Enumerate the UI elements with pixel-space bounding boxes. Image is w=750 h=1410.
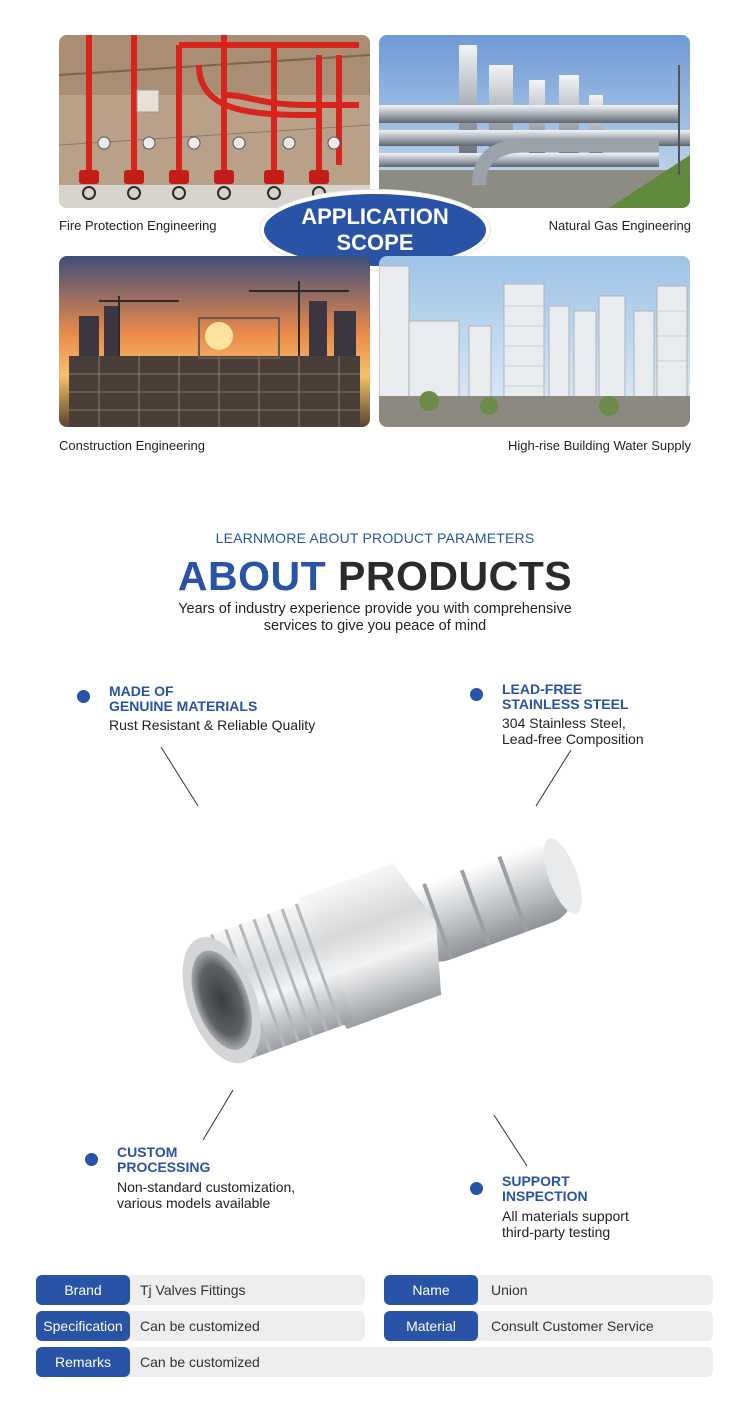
product-fitting-image xyxy=(170,815,600,1095)
feature-genuine-materials xyxy=(77,682,357,742)
badge-line2: SCOPE xyxy=(336,230,414,255)
spec-value-specification: Can be customized xyxy=(140,1318,260,1334)
feature-support-inspection xyxy=(470,1174,730,1244)
feature-desc-line1: 304 Stainless Steel, xyxy=(502,715,626,731)
bullet-dot xyxy=(470,1182,483,1195)
spec-row-brand xyxy=(36,1275,365,1305)
spec-value-name: Union xyxy=(491,1282,528,1298)
heading-about: ABOUT xyxy=(177,553,327,599)
feature-title-line1: CUSTOM xyxy=(117,1144,178,1160)
feature-title-line1: SUPPORT xyxy=(502,1173,570,1189)
spec-label-material: Material xyxy=(384,1311,478,1341)
feature-desc-line1: Rust Resistant & Reliable Quality xyxy=(109,717,316,733)
section-subtitle xyxy=(0,601,750,635)
feature-title-line2: INSPECTION xyxy=(502,1188,588,1204)
bullet-dot xyxy=(85,1153,98,1166)
fire-protection-photo xyxy=(59,35,370,208)
feature-title-line2: PROCESSING xyxy=(117,1159,211,1175)
feature-lead-free-steel xyxy=(470,680,730,750)
natural-gas-photo xyxy=(379,35,690,208)
feature-desc-line2: Lead-free Composition xyxy=(502,731,644,747)
spec-label-name: Name xyxy=(384,1275,478,1305)
spec-row-name xyxy=(384,1275,713,1305)
about-products-heading xyxy=(0,553,750,600)
feature-desc-line1: All materials support xyxy=(502,1208,629,1224)
feature-desc-line2: third-party testing xyxy=(502,1224,611,1240)
caption-natural-gas: Natural Gas Engineering xyxy=(548,218,691,233)
bullet-dot xyxy=(470,688,483,701)
feature-custom-processing xyxy=(85,1145,345,1215)
feature-desc-line1: Non-standard customization, xyxy=(117,1179,296,1195)
spec-label-remarks: Remarks xyxy=(36,1347,130,1377)
caption-high-rise: High-rise Building Water Supply xyxy=(507,438,691,453)
spec-value-material: Consult Customer Service xyxy=(491,1318,654,1334)
section-kicker: LEARNMORE ABOUT PRODUCT PARAMETERS xyxy=(215,530,535,546)
spec-row-specification xyxy=(36,1311,365,1341)
subtitle-line1: Years of industry experience provide you with comprehensive xyxy=(178,601,572,617)
spec-value-brand: Tj Valves Fittings xyxy=(140,1282,246,1298)
feature-desc-line2: various models available xyxy=(117,1195,271,1211)
spec-value-remarks: Can be customized xyxy=(140,1354,260,1370)
feature-title-line2: STAINLESS STEEL xyxy=(502,696,629,712)
feature-title-line1: MADE OF xyxy=(109,683,174,699)
spec-label-specification: Specification xyxy=(36,1311,130,1341)
caption-construction: Construction Engineering xyxy=(59,438,205,453)
badge-line1: APPLICATION xyxy=(301,204,449,229)
high-rise-photo xyxy=(379,256,690,427)
caption-fire-protection: Fire Protection Engineering xyxy=(59,218,217,233)
subtitle-line2: services to give you peace of mind xyxy=(263,618,487,634)
spec-row-material xyxy=(384,1311,713,1341)
spec-row-remarks xyxy=(36,1347,713,1377)
bullet-dot xyxy=(77,690,90,703)
feature-title-line2: GENUINE MATERIALS xyxy=(109,698,258,714)
heading-products: PRODUCTS xyxy=(338,553,573,599)
spec-label-brand: Brand xyxy=(36,1275,130,1305)
construction-photo xyxy=(59,256,370,427)
feature-title-line1: LEAD-FREE xyxy=(502,681,583,697)
